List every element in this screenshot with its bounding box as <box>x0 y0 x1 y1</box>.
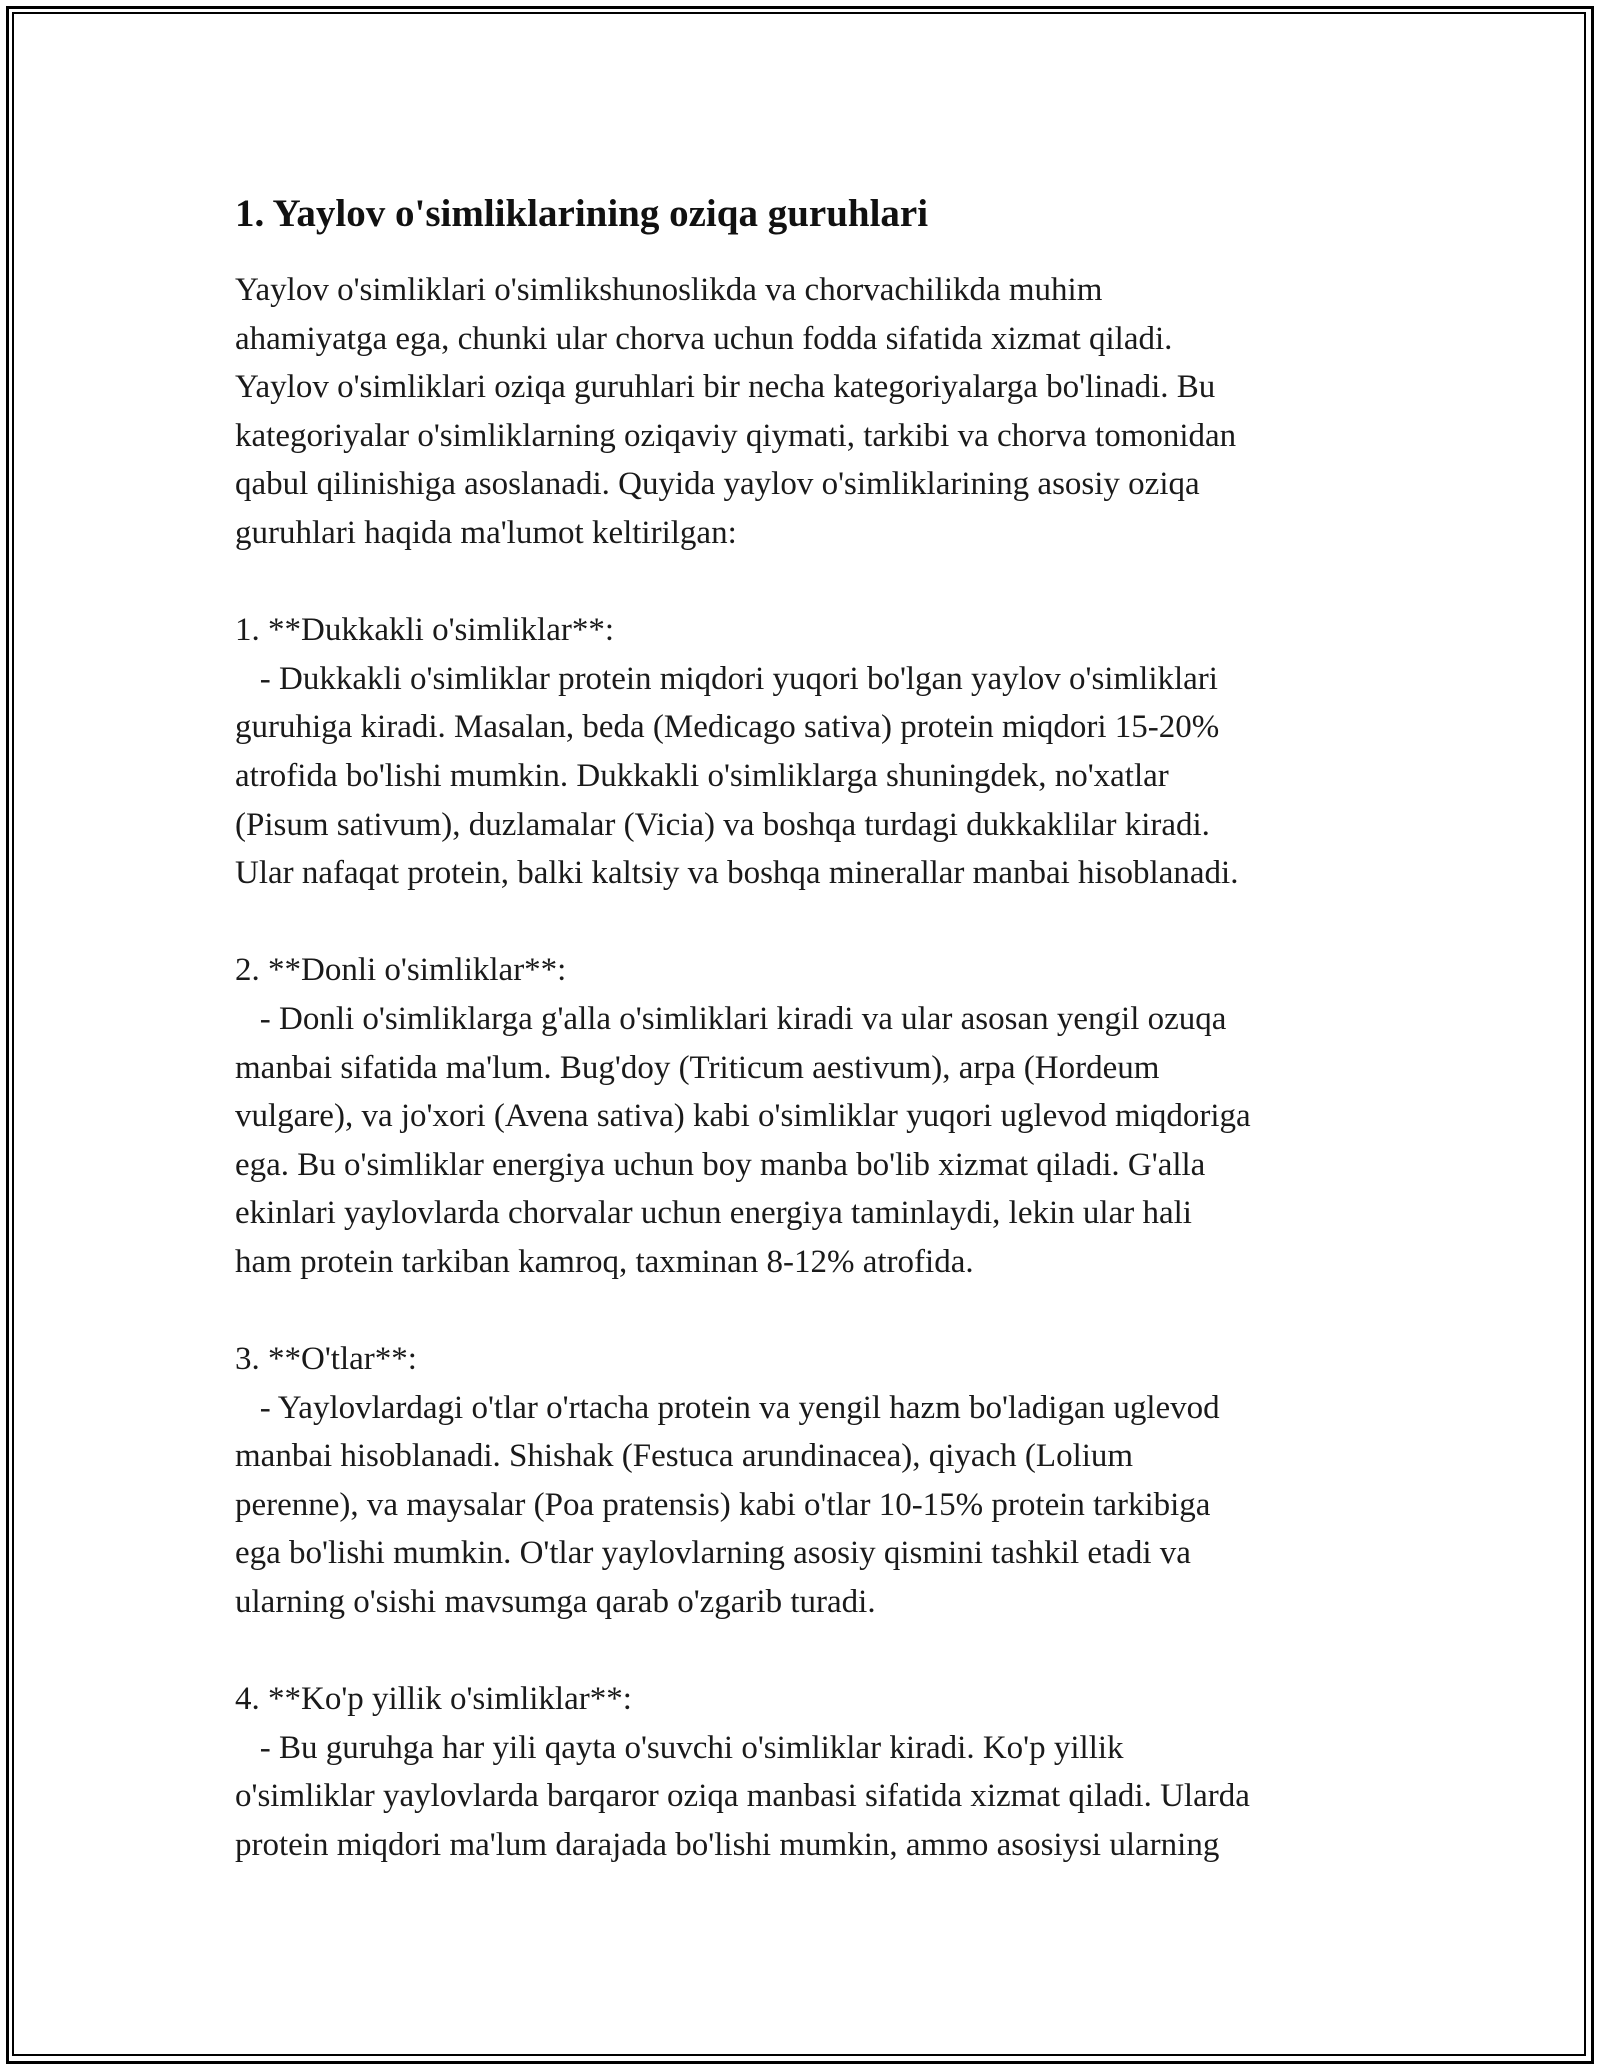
intro-line: Yaylov o'simliklari o'simlikshunoslikda va chorvachilikda muhim <box>235 272 1103 308</box>
section-line: perenne), va maysalar (Poa pratensis) kabi o'tlar 10-15% protein tarkibiga <box>235 1486 1211 1523</box>
section-line: ega bo'lishi mumkin. O'tlar yaylovlarning asosiy qismini tashkil etadi va <box>235 1535 1191 1572</box>
section-line: protein miqdori ma'lum darajada bo'lishi mumkin, ammo asosiysi ularning <box>235 1827 1220 1863</box>
section-perennials <box>235 1675 1375 1869</box>
section-line: o'simliklar yaylovlarda barqaror oziqa manbasi sifatida xizmat qiladi. Ularda <box>235 1778 1250 1815</box>
section-heading: 1. **Dukkakli o'simliklar**: <box>235 612 615 649</box>
section-line: vulgare), va jo'xori (Avena sativa) kabi o'simliklar yuqori uglevod miqdoriga <box>235 1098 1251 1135</box>
section-heading: 4. **Ko'p yillik o'simliklar**: <box>235 1681 632 1718</box>
section-line: manbai hisoblanadi. Shishak (Festuca arundinacea), qiyach (Lolium <box>235 1438 1134 1475</box>
intro-line: qabul qilinishiga asoslanadi. Quyida yaylov o'simliklarining asosiy oziqa <box>235 466 1200 503</box>
intro-line: guruhlari haqida ma'lumot keltirilgan: <box>235 514 737 551</box>
section-line: atrofida bo'lishi mumkin. Dukkakli o'simliklarga shuningdek, no'xatlar <box>235 757 1169 794</box>
section-line: (Pisum sativum), duzlamalar (Vicia) va boshqa turdagi dukkaklilar kiradi. <box>235 806 1210 843</box>
section-grains <box>235 946 1375 1286</box>
section-line: - Yaylovlardagi o'tlar o'rtacha protein va yengil hazm bo'ladigan uglevod <box>235 1389 1220 1426</box>
section-legumes <box>235 606 1375 898</box>
intro-line: ahamiyatga ega, chunki ular chorva uchun fodda sifatida xizmat qiladi. <box>235 320 1173 357</box>
section-line: - Dukkakli o'simliklar protein miqdori yuqori bo'lgan yaylov o'simliklari <box>235 660 1218 697</box>
document-title: 1. Yaylov o'simliklarining oziqa guruhlari <box>235 192 929 235</box>
section-line: - Donli o'simliklarga g'alla o'simliklari kiradi va ular asosan yengil ozuqa <box>235 1000 1227 1037</box>
section-line: guruhiga kiradi. Masalan, beda (Medicago sativa) protein miqdori 15-20% <box>235 709 1220 746</box>
section-line: Ular nafaqat protein, balki kaltsiy va boshqa minerallar manbai hisoblanadi. <box>235 855 1239 892</box>
intro-paragraph <box>235 266 1375 558</box>
section-heading: 3. **O'tlar**: <box>235 1341 417 1378</box>
document-body <box>235 188 1375 1918</box>
section-line: ekinlari yaylovlarda chorvalar uchun energiya taminlaydi, lekin ular hali <box>235 1195 1192 1232</box>
section-line: ham protein tarkiban kamroq, taxminan 8-12% atrofida. <box>235 1243 974 1280</box>
section-line: ega. Bu o'simliklar energiya uchun boy manba bo'lib xizmat qiladi. G'alla <box>235 1146 1206 1183</box>
intro-line: Yaylov o'simliklari oziqa guruhlari bir necha kategoriyalarga bo'linadi. Bu <box>235 369 1216 406</box>
section-line: - Bu guruhga har yili qayta o'suvchi o'simliklar kiradi. Ko'p yillik <box>235 1729 1124 1766</box>
section-line: manbai sifatida ma'lum. Bug'doy (Triticum aestivum), arpa (Hordeum <box>235 1049 1160 1086</box>
intro-line: kategoriyalar o'simliklarning oziqaviy qiymati, tarkibi va chorva tomonidan <box>235 417 1237 454</box>
section-grasses <box>235 1335 1375 1627</box>
section-line: ularning o'sishi mavsumga qarab o'zgarib turadi. <box>235 1584 876 1621</box>
section-heading: 2. **Donli o'simliklar**: <box>235 952 567 989</box>
